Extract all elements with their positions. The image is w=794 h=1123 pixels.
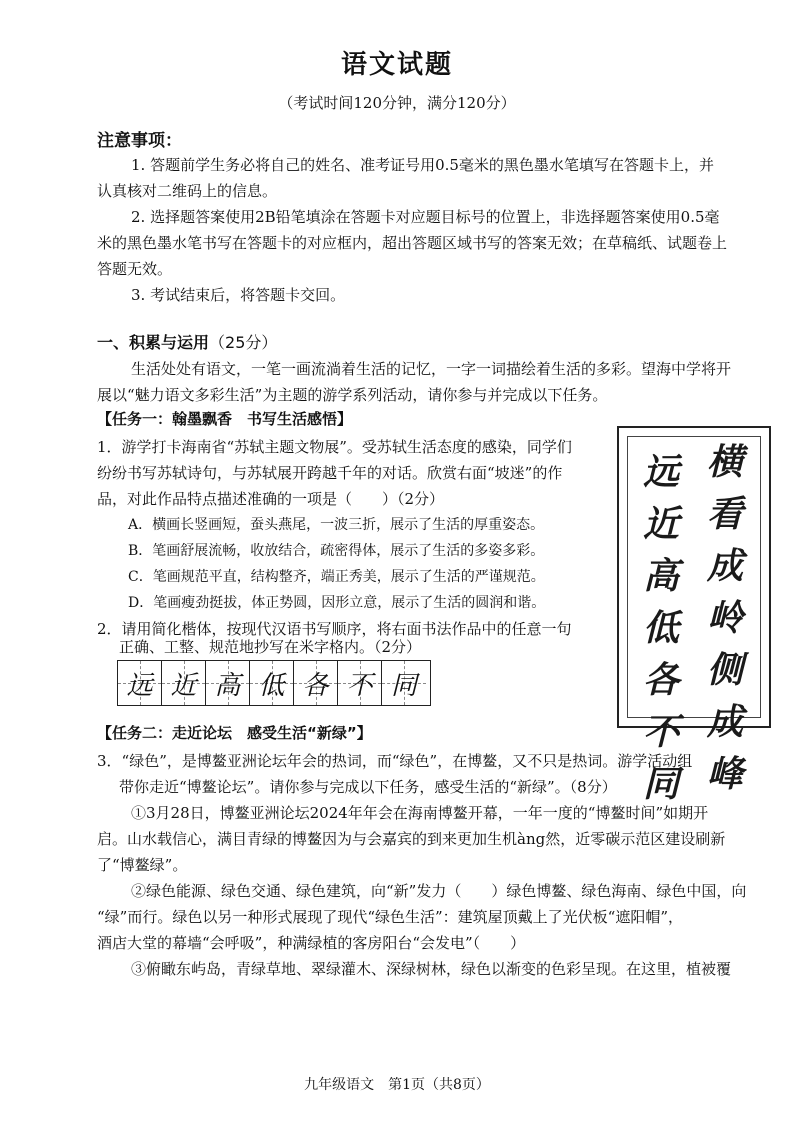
task-one-title: 【任务一：翰墨飘香 书写生活感悟】 [97, 410, 353, 428]
calligraphy-char: 高 [642, 555, 679, 597]
passage-line: 了“博鳌绿”。 [97, 856, 188, 874]
calligraphy-char: 侧 [706, 649, 743, 691]
grid-char: 远 [126, 670, 153, 701]
calligraphy-char: 成 [706, 701, 743, 743]
page-title: 语文试题 [340, 50, 453, 80]
calligraphy-column-right [705, 436, 745, 800]
passage-line: ②绿色能源、绿色交通、绿色建筑，向“新”发力（ ）绿色博鳌、绿色海南、绿色中国，向 [131, 882, 747, 900]
question-3-line: 3．“绿色”，是博鳌亚洲论坛年会的热词，而“绿色”，在博鳌，又不只是热词。游学活动组 [97, 752, 693, 770]
calligraphy-char: 成 [706, 545, 743, 587]
calligraphy-char: 低 [642, 607, 679, 649]
calligraphy-char: 近 [642, 503, 679, 545]
section-heading [97, 330, 277, 353]
section-title: 一、积累与运用 [97, 333, 210, 352]
section-score: （25分） [209, 333, 278, 352]
grid-cell [206, 661, 250, 705]
grid-cell [118, 661, 162, 705]
grid-char: 低 [258, 670, 285, 701]
intro-line: 生活处处有语文，一笔一画流淌着生活的记忆，一字一词描绘着生活的多彩。望海中学将开 [131, 360, 732, 378]
task-two-title: 【任务二：走近论坛 感受生活“新绿”】 [97, 724, 372, 742]
notice-line: 认真核对二维码上的信息。 [97, 182, 278, 200]
option-b: B．笔画舒展流畅，收放结合，疏密得体，展示了生活的多姿多彩。 [128, 543, 545, 559]
notice-line: 2. 选择题答案使用2B铅笔填涂在答题卡对应题目标号的位置上，非选择题答案使用0.5毫 [131, 208, 720, 226]
intro-line: 展以“魅力语文多彩生活”为主题的游学系列活动，请你参与并完成以下任务。 [97, 386, 608, 404]
calligraphy-char: 岭 [706, 597, 743, 639]
notice-heading: 注意事项： [97, 131, 182, 151]
passage-line: 酒店大堂的幕墙“会呼吸”，种满绿植的客房阳台“会发电”（ ） [97, 934, 526, 952]
calligraphy-char: 横 [706, 441, 743, 483]
grid-cell [294, 661, 338, 705]
question-1-line: 纷纷书写苏轼诗句，与苏轼展开跨越千年的对话。欣赏右面“坡迷”的作 [97, 464, 563, 482]
question-3-line: 带你走近“博鳌论坛”。请你参与完成以下任务，感受生活的“新绿”。（8分） [119, 778, 617, 796]
notice-line: 米的黑色墨水笔书写在答题卡的对应框内，超出答题区域书写的答案无效；在草稿纸、试题卷上 [97, 234, 728, 252]
page-footer: 九年级语文 第1页（共8页） [304, 1077, 490, 1093]
question-2-line: 2．请用简化楷体，按现代汉语书写顺序，将右面书法作品中的任意一句 [97, 620, 572, 638]
grid-cell [250, 661, 294, 705]
grid-char: 高 [214, 670, 241, 701]
grid-cell [162, 661, 206, 705]
exam-info: （考试时间120分钟，满分120分） [278, 94, 516, 112]
calligraphy-char: 远 [642, 451, 679, 493]
grid-char: 近 [170, 670, 197, 701]
calligraphy-char: 不 [642, 711, 679, 753]
question-2-line: 正确、工整、规范地抄写在米字格内。（2分） [119, 638, 422, 656]
calligraphy-artwork [617, 426, 771, 805]
grid-char: 同 [390, 670, 417, 701]
grid-cell [382, 661, 426, 705]
notice-line: 3. 考试结束后，将答题卡交回。 [131, 286, 346, 304]
calligraphy-char: 看 [706, 493, 743, 535]
option-d: D．笔画瘦劲挺拔，体正势圆，因形立意，展示了生活的圆润和谐。 [128, 595, 546, 611]
grid-cell [338, 661, 382, 705]
grid-char: 不 [346, 670, 373, 701]
passage-line: 启。山水载信心，满目青绿的博鳌因为与会嘉宾的到来更加生机àng然，近零碳示范区建设刷新 [97, 830, 726, 848]
mi-character-grid [117, 660, 431, 706]
question-1-line: 1．游学打卡海南省“苏轼主题文物展”。受苏轼生活态度的感染，同学们 [97, 438, 572, 456]
calligraphy-char: 同 [642, 763, 679, 805]
grid-char: 各 [302, 670, 329, 701]
calligraphy-char: 峰 [706, 753, 743, 795]
passage-line: ①3月28日，博鳌亚洲论坛2024年年会在海南博鳌开幕，一年一度的“博鳌时间”如期开 [131, 804, 709, 822]
notice-line: 答题无效。 [97, 260, 173, 278]
passage-line: “绿”而行。绿色以另一种形式展现了现代“绿色生活”：建筑屋顶戴上了光伏板“遮阳帽”， [97, 908, 684, 926]
passage-line: ③俯瞰东屿岛，青绿草地、翠绿灌木、深绿树林，绿色以渐变的色彩呈现。在这里，植被覆 [131, 960, 732, 978]
option-a: A．横画长竖画短，蚕头燕尾，一波三折，展示了生活的厚重姿态。 [128, 517, 545, 533]
option-c: C．笔画规范平直，结构整齐，端正秀美，展示了生活的严谨规范。 [128, 569, 545, 585]
calligraphy-char: 各 [642, 659, 679, 701]
notice-line: 1. 答题前学生务必将自己的姓名、准考证号用0.5毫米的黑色墨水笔填写在答题卡上，并 [131, 156, 714, 174]
question-1-line: 品，对此作品特点描述准确的一项是（ ）（2分） [97, 490, 445, 508]
